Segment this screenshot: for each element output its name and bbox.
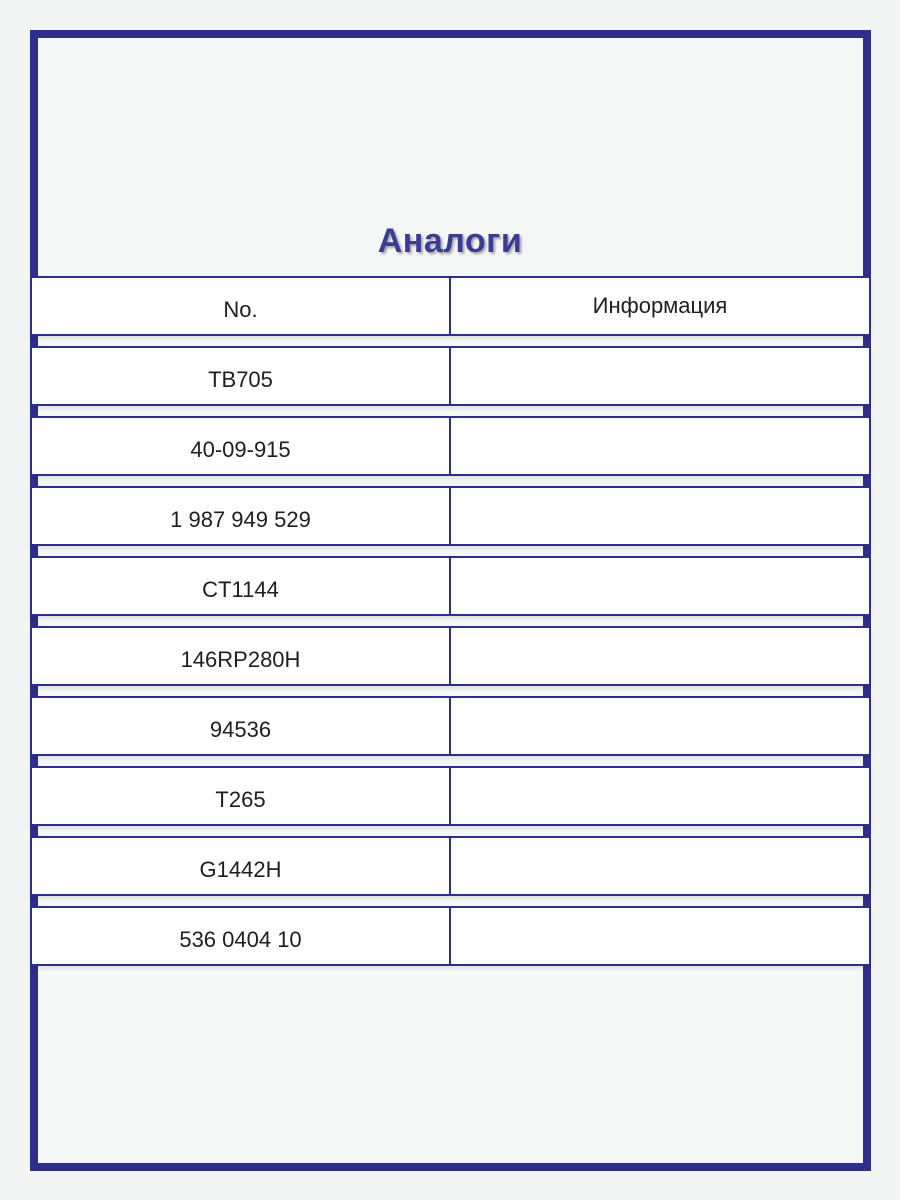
cell-info <box>451 908 869 964</box>
table-row <box>30 836 871 896</box>
cell-info <box>451 768 869 824</box>
cell-info <box>451 838 869 894</box>
table-row <box>30 556 871 616</box>
cell-info <box>451 348 869 404</box>
table-row <box>30 486 871 546</box>
cell-info <box>451 558 869 614</box>
table-row <box>30 906 871 966</box>
table-row <box>30 416 871 476</box>
header-info: Информация <box>592 293 728 318</box>
cell-no: G1442H <box>32 838 451 894</box>
cell-no: T265 <box>32 768 451 824</box>
table-header <box>30 276 871 336</box>
cell-info <box>451 488 869 544</box>
table-row <box>30 696 871 756</box>
cell-no: 40-09-915 <box>32 418 451 474</box>
cell-no: CT1144 <box>32 558 451 614</box>
cell-info <box>451 628 869 684</box>
page-title: Аналоги <box>377 222 523 260</box>
cell-info <box>451 418 869 474</box>
cell-no: 1 987 949 529 <box>32 488 451 544</box>
cell-no: 536 0404 10 <box>32 908 451 964</box>
table-row <box>30 346 871 406</box>
table-row <box>30 626 871 686</box>
header-no: No. <box>32 278 451 334</box>
cell-no: 94536 <box>32 698 451 754</box>
table-row <box>30 766 871 826</box>
cell-no: TB705 <box>32 348 451 404</box>
cell-no: 146RP280H <box>32 628 451 684</box>
cell-info <box>451 698 869 754</box>
